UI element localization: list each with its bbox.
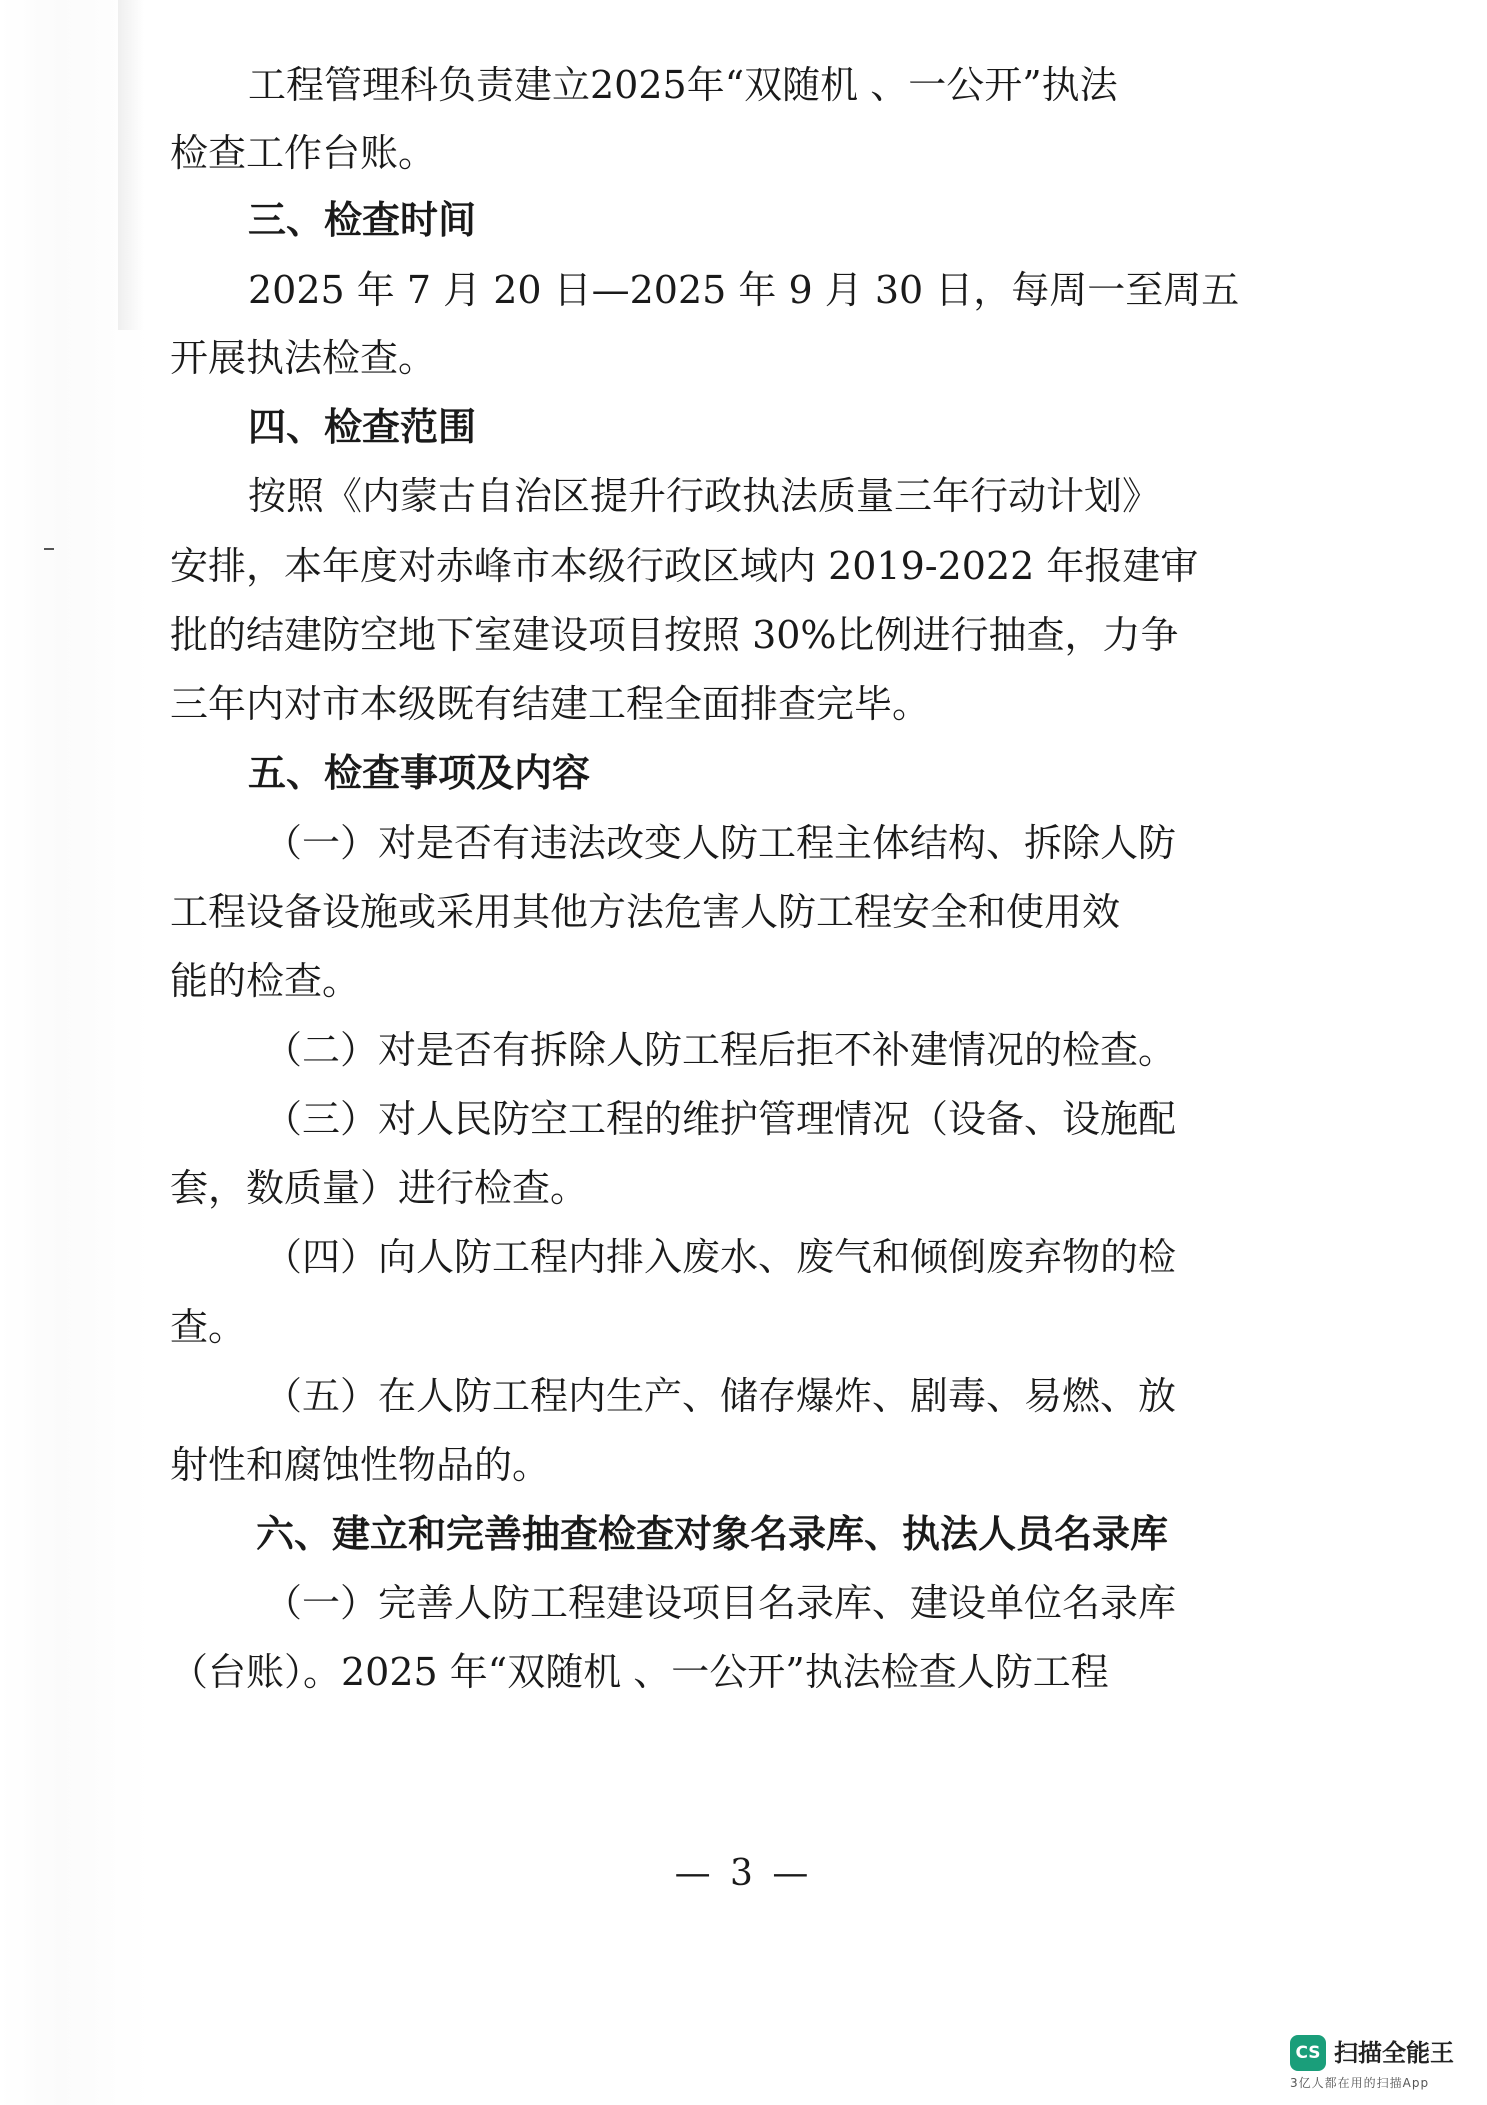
paragraph-line: 按照《内蒙古自治区提升行政执法质量三年行动计划》 <box>248 474 1161 518</box>
section-heading-3: 三、检查时间 <box>248 198 477 242</box>
paragraph-line: 安排，本年度对赤峰市本级行政区域内 2019-2022 年报建审 <box>170 544 1199 588</box>
paragraph-line: 射性和腐蚀性物品的。 <box>170 1443 551 1487</box>
paragraph-line: （三）对人民防空工程的维护管理情况（设备、设施配 <box>264 1097 1177 1141</box>
camscanner-logo-icon: CS <box>1290 2035 1326 2071</box>
page-number: — 3 — <box>674 1853 813 1894</box>
paragraph-line: 工程管理科负责建立2025年“双随机 、一公开”执法 <box>248 63 1118 107</box>
paragraph-line: 三年内对市本级既有结建工程全面排查完毕。 <box>170 682 931 726</box>
paragraph-line: （一）对是否有违法改变人防工程主体结构、拆除人防 <box>264 821 1177 865</box>
section-heading-4: 四、检查范围 <box>248 405 477 449</box>
watermark-subtitle: 3亿人都在用的扫描App <box>1290 2076 1430 2090</box>
scanner-watermark <box>1290 2035 1470 2095</box>
paragraph-line: 套，数质量）进行检查。 <box>170 1166 589 1210</box>
watermark-title: 扫描全能王 <box>1334 2039 1454 2067</box>
section-heading-6: 六、建立和完善抽查检查对象名录库、执法人员名录库 <box>256 1512 1169 1556</box>
section-heading-5: 五、检查事项及内容 <box>248 751 591 795</box>
paragraph-line: （二）对是否有拆除人防工程后拒不补建情况的检查。 <box>264 1028 1177 1072</box>
paragraph-line: 查。 <box>170 1305 247 1349</box>
paragraph-line: 检查工作台账。 <box>170 131 437 175</box>
paragraph-line: （五）在人防工程内生产、储存爆炸、剧毒、易燃、放 <box>264 1374 1177 1418</box>
paragraph-line: 2025 年 7 月 20 日—2025 年 9 月 30 日，每周一至周五 <box>248 268 1240 312</box>
paragraph-line: （一）完善人防工程建设项目名录库、建设单位名录库 <box>264 1581 1177 1625</box>
paragraph-line: 开展执法检查。 <box>170 336 437 380</box>
paragraph-line: 能的检查。 <box>170 959 361 1003</box>
paragraph-line: （四）向人防工程内排入废水、废气和倾倒废弃物的检 <box>264 1235 1177 1279</box>
paragraph-line: 工程设备设施或采用其他方法危害人防工程安全和使用效 <box>170 890 1121 934</box>
paragraph-line: （台账）。2025 年“双随机 、一公开”执法检查人防工程 <box>170 1650 1109 1694</box>
paragraph-line: 批的结建防空地下室建设项目按照 30%比例进行抽查，力争 <box>170 613 1179 657</box>
